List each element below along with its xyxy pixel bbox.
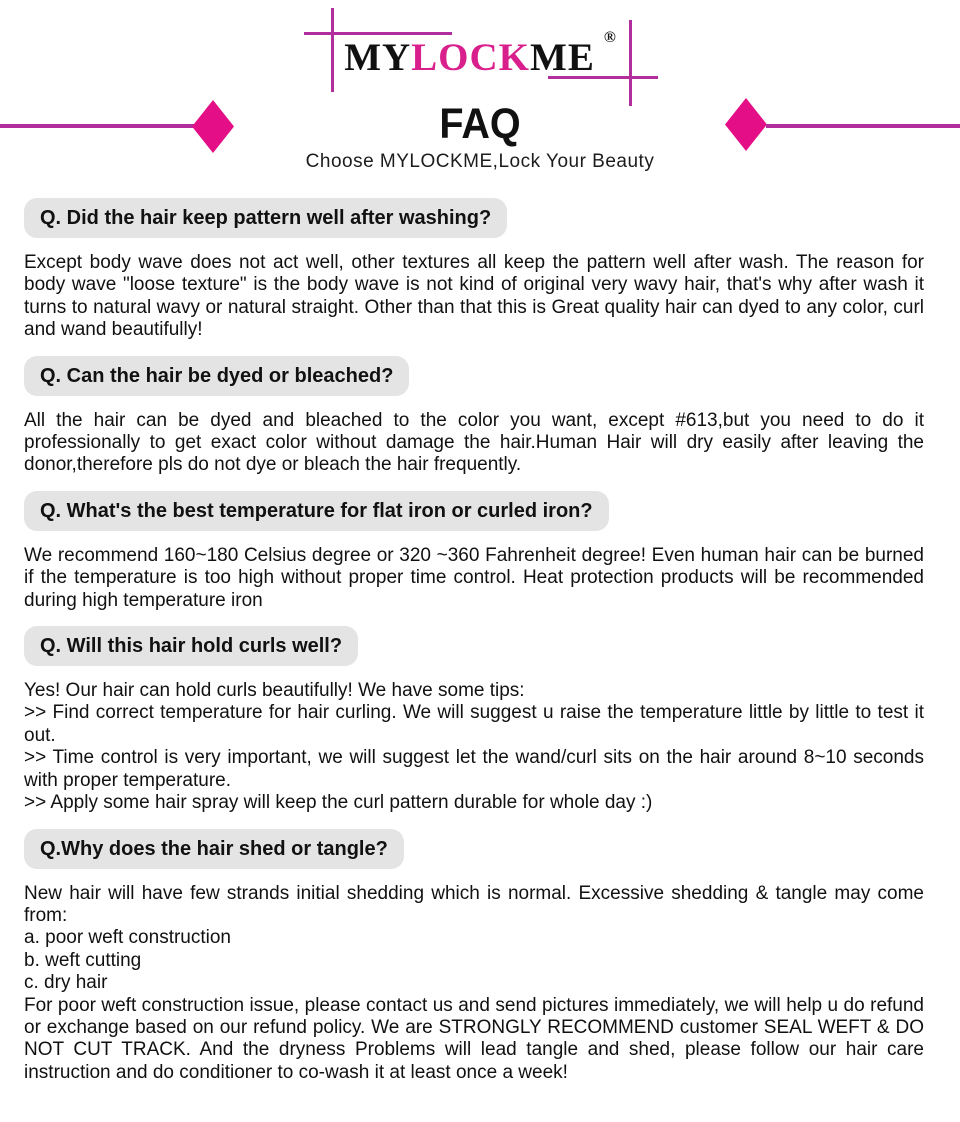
- faq-answer-paragraph: Yes! Our hair can hold curls beautifully! We have some tips:: [24, 680, 525, 702]
- faq-answer-paragraph: a. poor weft construction: [24, 927, 231, 949]
- faq-item: [24, 185, 924, 342]
- faq-answer: [24, 545, 924, 612]
- faq-answer-paragraph: All the hair can be dyed and bleached to the color you want, except #613,but you need to do it professionally to get exact color without damage the hair.Human Hair will dry easily after leaving the donor,therefore pls do not dye or bleach the hair frequently.: [24, 409, 924, 476]
- faq-question-label: Q. Can the hair be dyed or bleached?: [40, 364, 394, 387]
- faq-item: [24, 342, 924, 477]
- faq-question: [24, 626, 358, 666]
- faq-question: [24, 829, 404, 869]
- faq-answer-paragraph: >> Apply some hair spray will keep the curl pattern durable for whole day :): [24, 792, 653, 814]
- page-subtitle: Choose MYLOCKME,Lock Your Beauty: [305, 151, 655, 173]
- faq-item: [24, 612, 924, 814]
- brand-logo-me: ME: [530, 36, 595, 79]
- faq-answer: [24, 680, 924, 814]
- faq-answer-paragraph: c. dry hair: [24, 972, 108, 994]
- faq-question-label: Q.Why does the hair shed or tangle?: [40, 837, 388, 860]
- faq-answer-paragraph: >> Find correct temperature for hair curling. We will suggest u raise the temperature little by little to test it out.: [24, 702, 924, 746]
- faq-answer-paragraph: b. weft cutting: [24, 949, 142, 971]
- faq-question: [24, 491, 609, 531]
- faq-question: [24, 356, 409, 396]
- faq-item: [24, 477, 924, 612]
- faq-question: [24, 198, 507, 238]
- faq-list: [0, 185, 960, 1114]
- faq-answer-paragraph: >> Time control is very important, we will suggest let the wand/curl sits on the hair around 8~10 seconds with proper temperature.: [24, 747, 924, 791]
- logo-area: [0, 0, 960, 100]
- faq-answer: [24, 252, 924, 342]
- faq-question-label: Q. Did the hair keep pattern well after washing?: [40, 207, 492, 229]
- faq-question-label: Q. Will this hair hold curls well?: [40, 635, 343, 658]
- faq-answer-paragraph: Except body wave does not act well, other textures all keep the pattern well after wash. The reason for body wave "loose texture" is the body wave is not kind of original very wavy hair, that's why after wash it turns to natural wavy or natural straight. Other than that this is Great quality hair can dyed to any color, curl and wand beautifully!: [24, 252, 924, 341]
- faq-banner: [0, 100, 960, 185]
- faq-question-label: Q. What's the best temperature for flat iron or curled iron?: [40, 499, 593, 522]
- brand-logo-lock: LOCK: [411, 36, 531, 79]
- faq-answer-paragraph: For poor weft construction issue, please contact us and send pictures immediately, we will help u do refund or exchange based on our refund policy. We are STRONGLY RECOMMEND customer SEAL WEFT & DO NOT CUT TRACK. And the dryness Problems will lead tangle and shed, please follow our hair care instruction and do conditioner to co-wash it at least once a week!: [24, 994, 924, 1083]
- page-title: FAQ: [439, 100, 521, 148]
- registered-mark-icon: ®: [603, 29, 616, 46]
- faq-item: [24, 815, 924, 1085]
- brand-logo: [0, 0, 960, 77]
- faq-answer-paragraph: New hair will have few strands initial shedding which is normal. Excessive shedding & tangle may come from:: [24, 882, 924, 926]
- faq-answer: [24, 883, 924, 1085]
- faq-answer: [24, 410, 924, 477]
- faq-answer-paragraph: We recommend 160~180 Celsius degree or 320 ~360 Fahrenheit degree! Even human hair can be burned if the temperature is too high without proper time control. Heat protection products will be recommended during high temperature iron: [24, 544, 924, 611]
- brand-logo-my: MY: [344, 36, 412, 79]
